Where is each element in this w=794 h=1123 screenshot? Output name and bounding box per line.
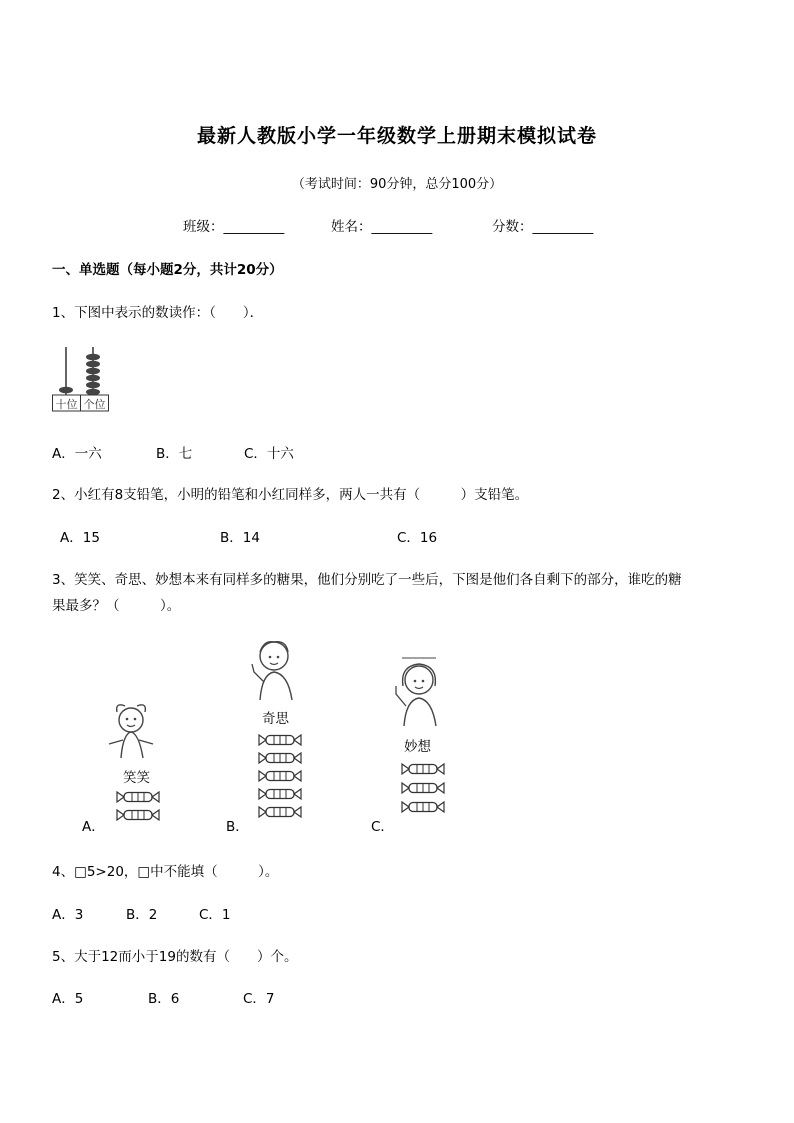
candy-icon bbox=[117, 792, 159, 802]
candy-stack-b bbox=[257, 733, 303, 823]
option-c[interactable]: C．十六 bbox=[244, 446, 294, 462]
candy-icon bbox=[117, 810, 159, 820]
class-field[interactable]: 班级：_________ bbox=[183, 219, 285, 235]
option-a[interactable]: A．一六 bbox=[52, 446, 102, 462]
score-field[interactable]: 分数：_________ bbox=[492, 219, 594, 235]
candy-icon bbox=[259, 807, 301, 817]
option-b[interactable]: B．2 bbox=[126, 907, 158, 923]
candy-icon bbox=[402, 783, 444, 793]
page-title: 最新人教版小学一年级数学上册期末模拟试卷 bbox=[196, 125, 597, 147]
question-2: 2、小红有8支铅笔，小明的铅笔和小红同样多，两人一共有（ ）支铅笔。 bbox=[52, 487, 529, 503]
question-3-line2: 果最多？（ ）。 bbox=[52, 598, 181, 614]
ones-label: 个位 bbox=[83, 398, 106, 411]
option-b[interactable]: B．七 bbox=[156, 446, 193, 462]
option-c[interactable]: C．1 bbox=[199, 907, 231, 923]
option-c[interactable]: C．7 bbox=[243, 991, 275, 1007]
name-field[interactable]: 姓名：_________ bbox=[331, 219, 433, 235]
child-qisi-figure bbox=[246, 636, 300, 702]
question-4: 4、□5>20，□中不能填（ ）。 bbox=[52, 864, 279, 880]
child-qisi-label: 奇思 bbox=[262, 711, 289, 727]
option-b[interactable]: B． bbox=[226, 819, 249, 835]
candy-icon bbox=[259, 789, 301, 799]
option-a[interactable]: A． bbox=[82, 819, 105, 835]
candy-stack-a bbox=[115, 790, 161, 824]
option-a[interactable]: A．3 bbox=[52, 907, 84, 923]
candy-icon bbox=[259, 753, 301, 763]
candy-icon bbox=[259, 771, 301, 781]
candy-stack-c bbox=[400, 762, 446, 816]
option-c[interactable]: C．16 bbox=[397, 530, 438, 546]
exam-subtitle: （考试时间：90分钟，总分100分） bbox=[291, 177, 503, 192]
abacus-figure bbox=[52, 345, 112, 413]
option-c[interactable]: C． bbox=[371, 819, 394, 835]
child-xiaoxiao-label: 笑笑 bbox=[123, 770, 150, 786]
question-1: 1、下图中表示的数读作：（ ）． bbox=[52, 305, 264, 321]
tens-label: 十位 bbox=[55, 398, 78, 411]
candy-icon bbox=[402, 764, 444, 774]
section-heading: 一、单选题（每小题2分，共计20分） bbox=[52, 262, 283, 278]
candy-icon bbox=[402, 802, 444, 812]
option-b[interactable]: B．14 bbox=[220, 530, 260, 546]
question-3-line1: 3、笑笑、奇思、妙想本来有同样多的糖果，他们分别吃了一些后，下图是他们各自剩下的部分，谁吃的糖 bbox=[52, 572, 682, 588]
question-5: 5、大于12而小于19的数有（ ）个。 bbox=[52, 949, 298, 965]
option-a[interactable]: A．5 bbox=[52, 991, 84, 1007]
child-miaoxiang-figure bbox=[392, 656, 446, 728]
option-a[interactable]: A．15 bbox=[60, 530, 100, 546]
child-miaoxiang-label: 妙想 bbox=[404, 739, 431, 755]
candy-icon bbox=[259, 735, 301, 745]
child-xiaoxiao-figure bbox=[105, 700, 157, 762]
option-b[interactable]: B．6 bbox=[148, 991, 180, 1007]
